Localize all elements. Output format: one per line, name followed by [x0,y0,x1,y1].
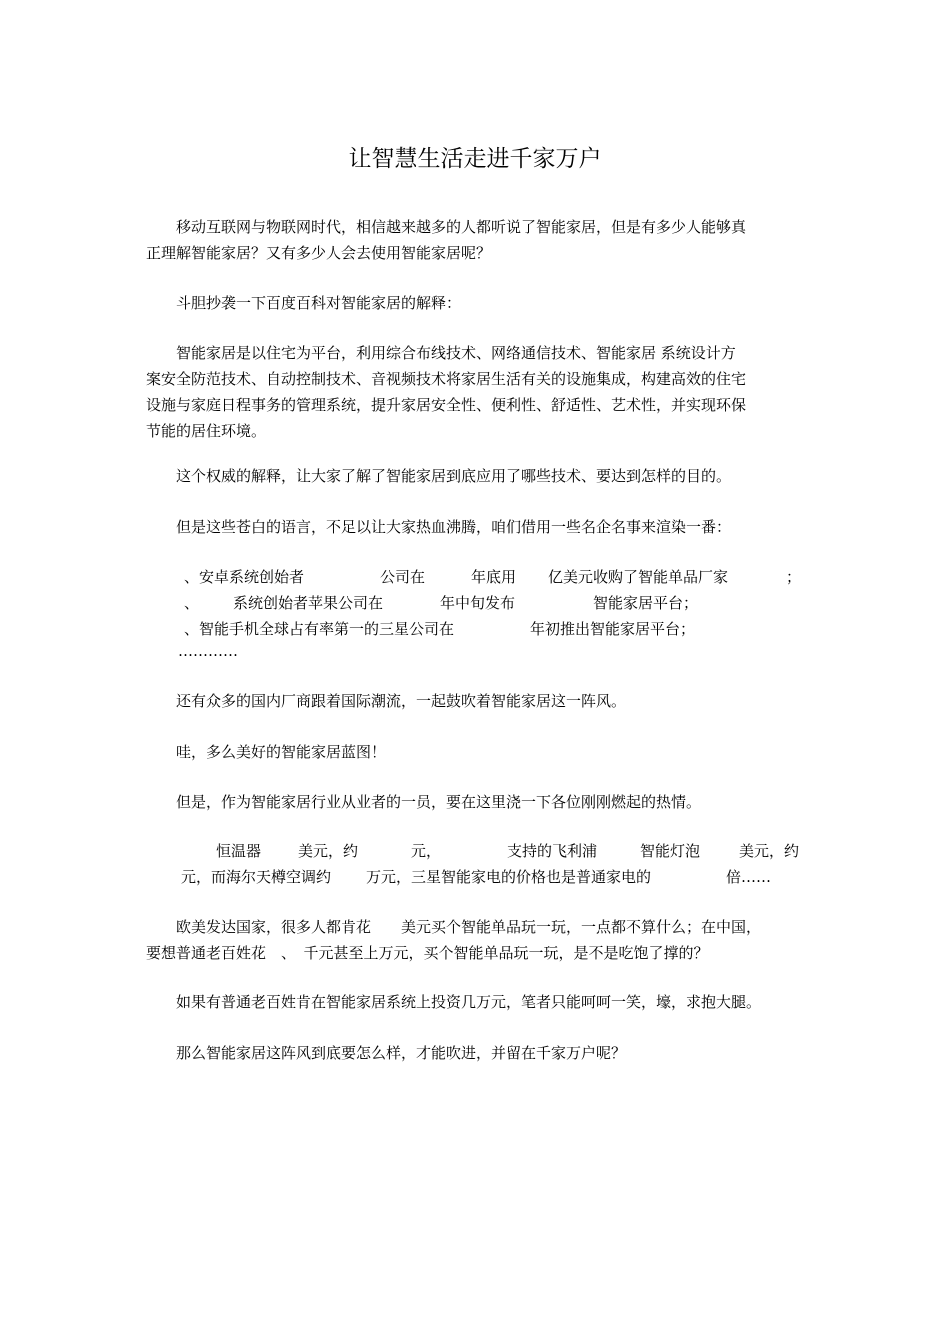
paragraph-quote-lead: 斗胆抄袭一下百度百科对智能家居的解释： [146,294,462,312]
list-item-1-part-5: ； [786,568,802,586]
paragraph-authority: 这个权威的解释，让大家了解了智能家居到底应用了哪些技术、要达到怎样的目的。 [146,467,732,485]
list-item-2-part-4: 智能家居平台； [593,594,699,612]
price-line-1-part-5: 智能灯泡 [640,842,701,860]
list-item-2-part-1: 、 [184,594,200,612]
list-ellipsis: ………… [178,642,238,660]
list-item-1-part-4: 亿美元收购了智能单品厂家 [548,568,729,586]
paragraph-definition-line-2: 案安全防范技术、自动控制技术、音视频技术将家居生活有关的设施集成，构建高效的住宅 [146,370,747,388]
price-line-1-part-3: 元， [411,842,442,860]
list-item-3-part-2: 年初推出智能家居平台； [530,620,696,638]
price-line-1-part-4: 支持的飞利浦 [507,842,598,860]
paragraph-definition-line-1: 智能家居是以住宅为平台，利用综合布线技术、网络通信技术、智能家居 系统设计方 [146,344,736,362]
list-item-1-part-3: 年底用 [471,568,517,586]
price-line-1-part-1: 恒温器 [216,842,262,860]
paragraph-but: 但是，作为智能家居行业从业者的一员，要在这里浇一下各位刚刚燃起的热情。 [146,793,702,811]
list-item-1-part-2: 公司在 [380,568,426,586]
list-item-2-part-3: 年中旬发布 [440,594,516,612]
price-line-1-part-2: 美元，约 [298,842,359,860]
paragraph-closing-question: 那么智能家居这阵风到底要怎么样，才能吹进，并留在千家万户呢？ [146,1044,627,1062]
paragraph-invest: 如果有普通老百姓肯在智能家居系统上投资几万元，笔者只能呵呵一笑，壕，求抱大腿。 [146,993,762,1011]
price-line-2-part-2: 万元，三星智能家电的价格也是普通家电的 [366,868,652,886]
price-line-1-part-6: 美元，约 [739,842,800,860]
paragraph-definition-line-4: 节能的居住环境。 [146,422,267,440]
price-line-2-part-1: 元，而海尔天樽空调约 [181,868,332,886]
paragraph-intro-line-2: 正理解智能家居？又有多少人会去使用智能家居呢？ [146,244,492,262]
paragraph-intro-line-1: 移动互联网与物联网时代，相信越来越多的人都听说了智能家居，但是有多少人能够真 [146,218,747,236]
page-title: 让智慧生活走进千家万户 [348,146,602,172]
paragraph-definition-line-3: 设施与家庭日程事务的管理系统，提升家居安全性、便利性、舒适性、艺术性，并实现环保 [146,396,747,414]
paragraph-west-line-1: 欧美发达国家，很多人都肯花 美元买个智能单品玩一玩，一点都不算什么；在中国， [146,918,762,936]
paragraph-exclaim: 哇，多么美好的智能家居蓝图！ [146,743,387,761]
price-line-2-part-3: 倍…… [726,868,772,886]
list-item-3-part-1: 、智能手机全球占有率第一的三星公司在 [184,620,455,638]
list-item-1-part-1: 、安卓系统创始者 [184,568,305,586]
paragraph-west-line-2: 要想普通老百姓花 、 千元甚至上万元，买个智能单品玩一玩，是不是吃饱了撑的？ [146,944,709,962]
paragraph-examples-lead: 但是这些苍白的语言，不足以让大家热血沸腾，咱们借用一些名企名事来渲染一番： [146,518,732,536]
paragraph-domestic: 还有众多的国内厂商跟着国际潮流，一起鼓吹着智能家居这一阵风。 [146,692,627,710]
list-item-2-part-2: 系统创始者苹果公司在 [233,594,384,612]
